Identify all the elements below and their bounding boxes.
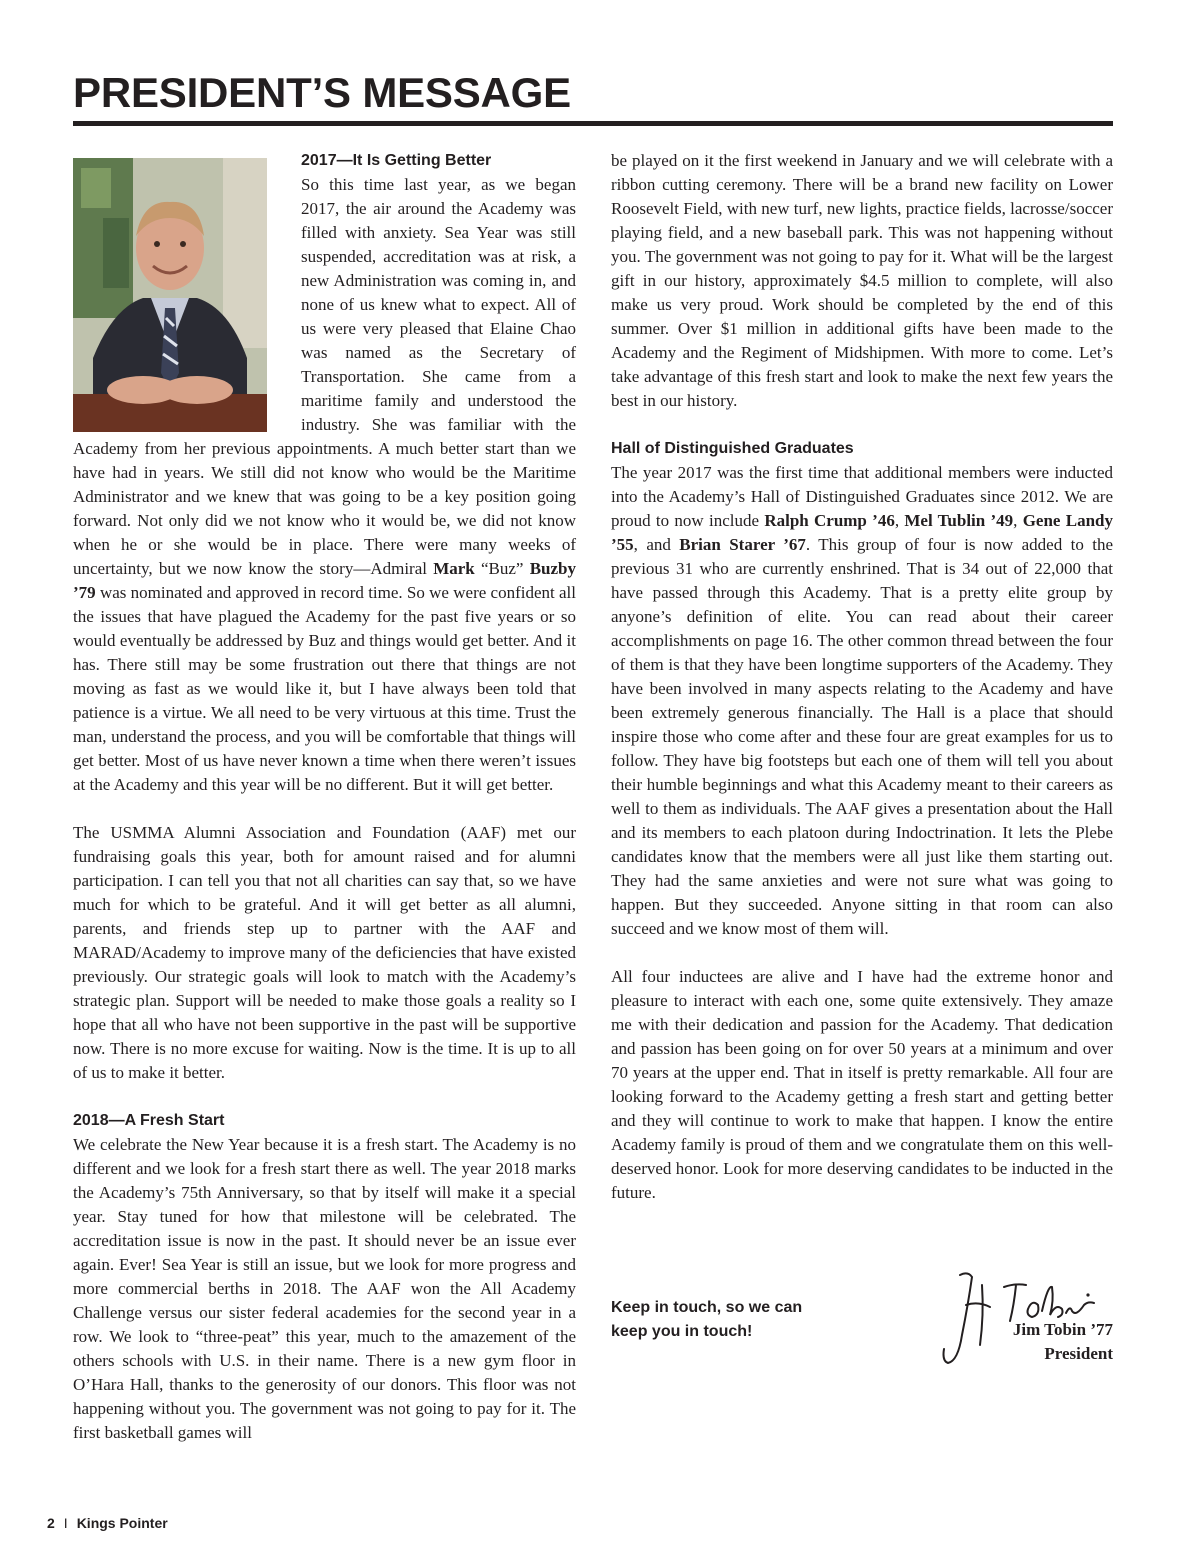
bold-name: Brian Starer ’67 — [679, 535, 806, 554]
page-title: PRESIDENT’S MESSAGE — [73, 69, 571, 116]
bold-name: Mark — [433, 559, 475, 578]
publication-name: Kings Pointer — [76, 1515, 168, 1531]
closing-message — [611, 1296, 802, 1344]
text-run: , — [1013, 511, 1023, 530]
signatory-name: Jim Tobin ’77 — [1012, 1320, 1113, 1339]
section-heading-2017: 2017—It Is Getting Better — [301, 152, 492, 169]
left-column — [73, 149, 576, 1445]
signature-block — [1013, 1318, 1113, 1366]
closing-line: Keep in touch, so we can — [611, 1299, 803, 1316]
president-portrait-photo — [73, 158, 267, 432]
text-run: The year 2017 was the first time that additional members were inducted into the Academy’s Hall of Distinguished Graduates since 2012. We are proud to now include — [611, 463, 1113, 530]
right-column — [611, 149, 1113, 1205]
paragraph-hall-inductees — [611, 461, 1113, 941]
title-rule — [73, 121, 1113, 126]
signatory-title: President — [1044, 1344, 1113, 1363]
paragraph-inductees-alive: All four inductees are alive and I have had the extreme honor and pleasure to interact with each one, some quite extensively. They amaze me with their dedication and passion for the Academy. That dedication and passion has been going on for over 50 years at a minimum and over 70 years at the upper end. That in itself is pretty remarkable. All four are looking forward to the Academy getting a fresh start and getting better and they will continue to work to make that happen. I know the entire Academy family is proud of them and we congratulate them on this well-deserved honor. Look for more deserving candidates to be inducted in the future. — [611, 967, 1113, 1202]
section-heading-hall: Hall of Distinguished Graduates — [611, 440, 854, 457]
text-run: So this time last year, as we began 2017, the air around the Academy was filled with anxiety. Sea Year was still suspended, accreditation was at risk, a new Administration was coming in, and none of us knew what to expect. All of us were very pleased that Elaine Chao was named as the Secretary of Transportation. She came from a maritime family and understood the industry. She was familiar with the Academy from her previous appointments. A much better start than we have had in years. We still did not know who would be the Maritime Administrator and we knew that was going to be a key position going forward. Not only did we not know who it would be, we did not know when he or she would be in place. There were many weeks of uncertainty, but we now know the story—Admiral — [73, 175, 576, 578]
text-run: . This group of four is now added to the previous 31 who are currently enshrined. That is 34 out of 22,000 that have passed through this Academy. That is a pretty elite group by anyone’s definition of elite. You can read about their career accomplishments on page 16. The other common thread between the four of them is that they have been longtime supporters of the Academy. They have been involved in many aspects relating to the Academy and have been extremely generous financially. The Hall is a place that should inspire those who come after and these four are great examples for us to follow. They have big footsteps but each one of them will tell you about their humble beginnings and what this Academy meant to their careers as well to them as individuals. The AAF gives a presentation about the Hall and its members to each platoon during Indoctrination. It lets the Plebe candidates know that the members were all just like them starting out. They had the same anxieties and were not sure what was going to happen. But they succeeded. Anyone sitting in that room can also succeed and we know most of them will. — [611, 535, 1113, 938]
bold-name: Gene Landy ’55 — [611, 511, 1113, 554]
text-run: “Buz” — [474, 559, 530, 578]
bold-name: Ralph Crump ’46 — [764, 511, 895, 530]
footer-separator: I — [63, 1515, 68, 1531]
section-heading-2018: 2018—A Fresh Start — [73, 1112, 225, 1129]
page-number: 2 — [47, 1515, 55, 1531]
text-run: , — [894, 511, 905, 530]
bold-name: Mel Tublin ’49 — [904, 511, 1014, 530]
page-footer — [47, 1513, 168, 1533]
closing-line: keep you in touch! — [611, 1323, 753, 1340]
paragraph-fresh-start-continued: be played on it the first weekend in January and we will celebrate with a ribbon cutting ceremony. There will be a brand new facility on Lower Roosevelt Field, with new turf, new lights, practice fields, lacrosse/soccer playing field, and a new baseball park. This was not happening without you. The government was not going to pay for it. What will be the largest gift in our history, approximately $4.5 million to complete, will also make us very proud. Work should be completed by the end of this summer. Over $1 million in additional gifts have been made to the Academy and the Regiment of Midshipmen. With more to come. Let’s take advantage of this fresh start and look to make the next few years the best in our history. — [611, 151, 1113, 410]
bold-name: Buzby ’79 — [73, 559, 576, 602]
text-run: , and — [633, 535, 680, 554]
paragraph-aaf-goals: The USMMA Alumni Association and Foundation (AAF) met our fundraising goals this year, both for amount raised and for alumni participation. I can tell you that not all charities can say that, so we have much for which to be grateful. And it will get better as all alumni, parents, and friends step up to partner with the AAF and MARAD/Academy to improve many of the deficiencies that have existed previously. Our strategic goals will look to match with the Academy’s strategic plan. Support will be needed to make those goals a reality so I hope that all who have not been supportive in the past will be supportive now. There is no more excuse for waiting. Now is the time. It is up to all of us to make it better. — [73, 823, 576, 1082]
text-run: was nominated and approved in record time. So we were confident all the issues that have plagued the Academy for the past five years or so would eventually be addressed by Buz and things would get better. And it has. There still may be some frustration out there that things are not moving as fast as we would like it, but I have always been told that patience is a virtue. We all need to be very virtuous at this time. Trust the man, understand the process, and you will be comfortable that things will get better. Most of us have never known a time when there weren’t issues at the Academy and this year will be no different. But it will get better. — [73, 583, 576, 794]
paragraph-fresh-start: We celebrate the New Year because it is a fresh start. The Academy is no different and we look for a fresh start there as well. The year 2018 marks the Academy’s 75th Anniversary, so that by itself will make it a special year. Stay tuned for how that milestone will be celebrated. The accreditation issue is now in the past. It should never be an issue ever again. Ever! Sea Year is still an issue, but we look for more progress and more commercial berths in 2018. The AAF won the All Academy Challenge versus our sister federal academies for the second year in a row. We look to “three-peat” this year, much to the amazement of the others schools with U.S. in their name. There is a new gym floor in O’Hara Hall, thanks to the generosity of our donors. This floor was not happening without you. The government was not going to pay for it. The first basketball games will — [73, 1135, 576, 1442]
